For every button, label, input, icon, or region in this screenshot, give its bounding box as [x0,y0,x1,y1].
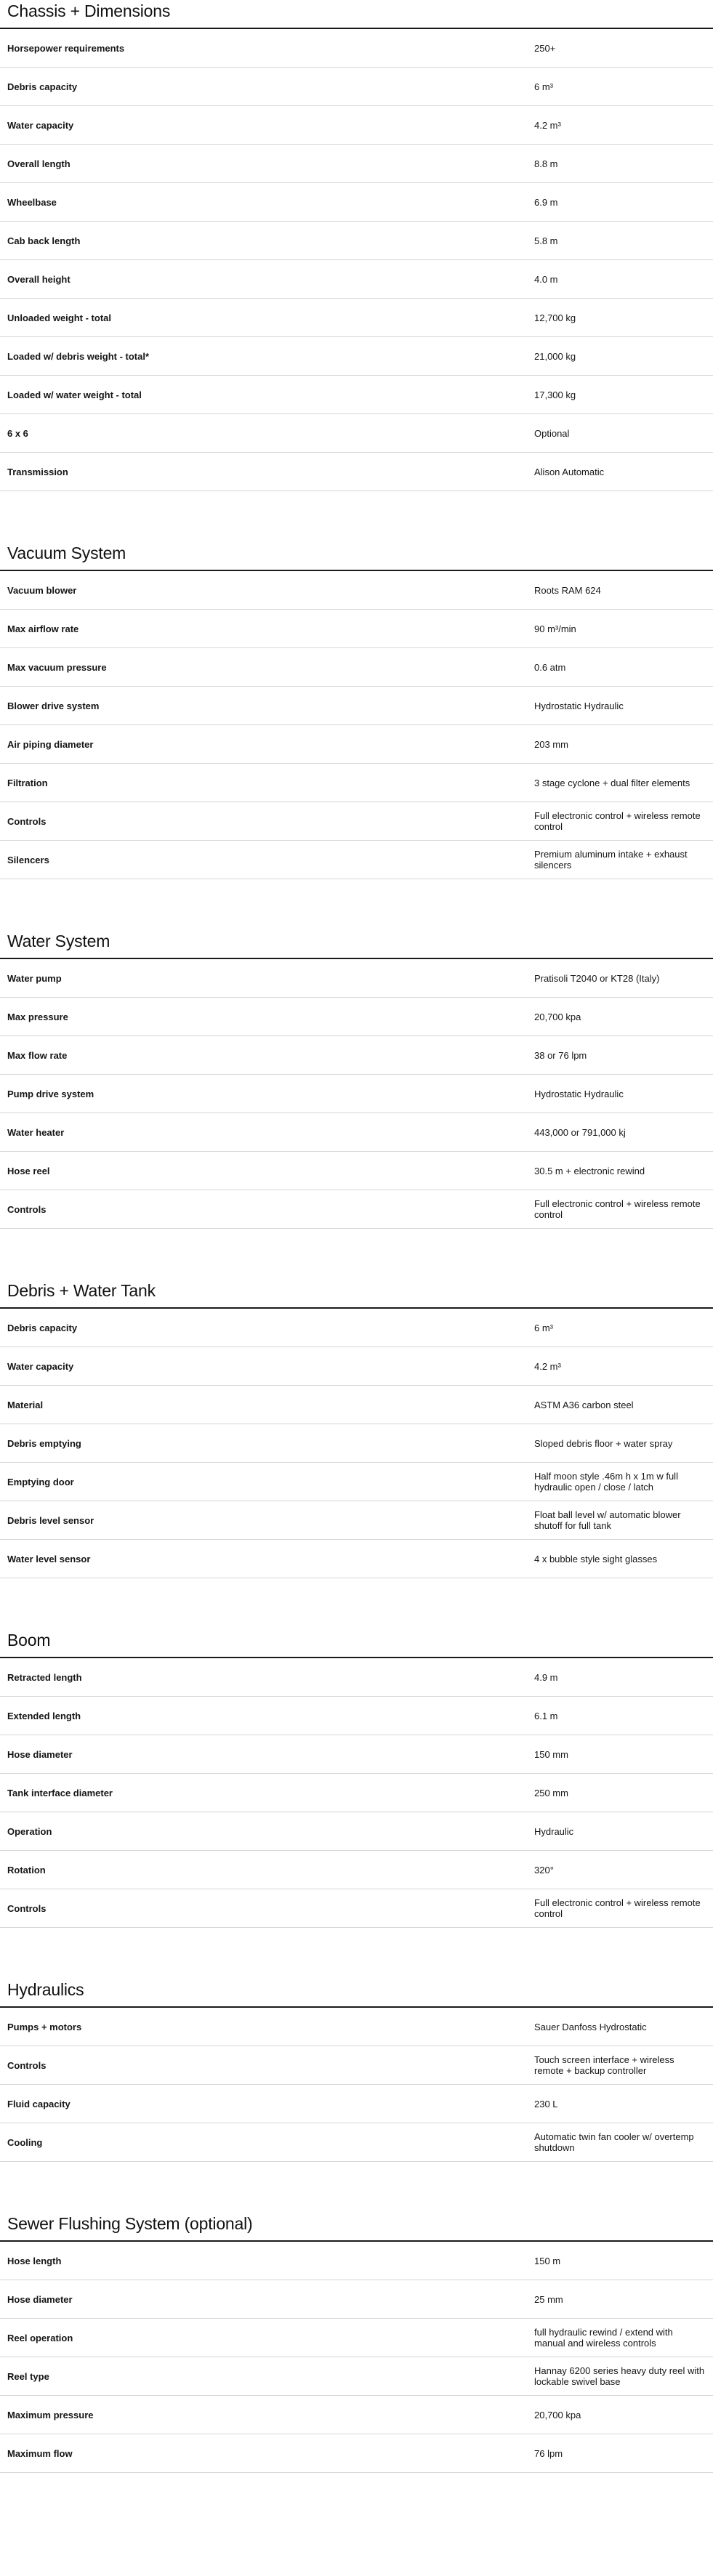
section-water [0,930,713,1229]
spec-label: Wheelbase [7,196,57,208]
spec-row [0,183,713,222]
spec-label: Maximum pressure [7,2409,94,2420]
spec-row [0,376,713,414]
spec-row [0,610,713,648]
spec-row [0,1658,713,1697]
spec-table [0,959,713,1229]
spec-value: 4 x bubble style sight glasses [534,1553,658,1564]
spec-label: Filtration [7,777,48,788]
spec-label: Max flow rate [7,1049,68,1061]
spec-row [0,1735,713,1774]
spec-value: 38 or 76 lpm [534,1049,587,1061]
spec-label: Debris capacity [7,81,78,92]
spec-row [0,1036,713,1075]
spec-value: Hydrostatic Hydraulic [534,1088,624,1099]
spec-row [0,2046,713,2085]
section-title: Chassis + Dimensions [7,1,171,20]
spec-label: Reel type [7,2370,49,2382]
spec-label: Retracted length [7,1671,82,1683]
spec-label: Water capacity [7,1360,74,1372]
spec-row [0,414,713,453]
spec-label: Reel operation [7,2332,73,2343]
spec-row [0,1774,713,1812]
spec-row [0,1501,713,1540]
spec-value: 20,700 kpa [534,2409,581,2420]
section-title: Boom [7,1631,51,1650]
spec-label: Water level sensor [7,1553,91,1564]
spec-label: Debris emptying [7,1437,81,1449]
spec-row [0,725,713,764]
spec-label: Max pressure [7,1011,68,1022]
spec-label: Water pump [7,972,62,984]
spec-label: Pump drive system [7,1088,94,1099]
spec-value: 5.8 m [534,235,558,246]
spec-value: 443,000 or 791,000 kj [534,1126,626,1138]
spec-label: Water capacity [7,119,74,131]
spec-row [0,1851,713,1889]
section-boom [0,1629,713,1928]
spec-row [0,2319,713,2357]
spec-label: Hose length [7,2255,62,2266]
spec-value: Half moon style .46m h x 1m w full hydraulic open / close / latch [534,1471,678,1493]
spec-value: 4.9 m [534,1671,558,1683]
spec-row [0,2434,713,2473]
spec-row [0,1309,713,1347]
spec-label: Operation [7,1825,52,1837]
spec-row [0,648,713,687]
spec-label: Controls [7,2059,47,2071]
spec-label: Silencers [7,854,49,865]
spec-row [0,68,713,106]
spec-value: Sloped debris floor + water spray [534,1437,673,1449]
spec-value: 230 L [534,2098,558,2109]
spec-value: 20,700 kpa [534,1011,581,1022]
spec-value: Touch screen interface + wireless remote + backup controller [534,2054,674,2076]
spec-table [0,571,713,879]
spec-row [0,1386,713,1424]
spec-row [0,2008,713,2046]
spec-label: Hose diameter [7,2293,73,2305]
spec-value: ASTM A36 carbon steel [534,1399,634,1410]
section-debris-water-tank [0,1280,713,1578]
spec-row [0,1113,713,1152]
spec-row [0,1075,713,1113]
spec-row [0,1347,713,1386]
spec-label: Max vacuum pressure [7,661,107,673]
spec-label: Cooling [7,2136,43,2148]
spec-value: 150 mm [534,1748,568,1760]
spec-row [0,1697,713,1735]
spec-value: full hydraulic rewind / extend with manual and wireless controls [534,2327,673,2349]
spec-value: Full electronic control + wireless remote control [534,1897,701,1919]
spec-label: Cab back length [7,235,81,246]
spec-label: Controls [7,1902,47,1914]
spec-row [0,841,713,879]
spec-row [0,571,713,610]
spec-row [0,2085,713,2123]
spec-row [0,687,713,725]
spec-row [0,1889,713,1928]
spec-value: 4.2 m³ [534,119,561,131]
spec-value: 30.5 m + electronic rewind [534,1165,645,1176]
spec-label: Blower drive system [7,700,100,711]
spec-label: Air piping diameter [7,738,94,750]
spec-row [0,2280,713,2319]
spec-value: 4.0 m [534,273,558,285]
spec-row [0,1190,713,1229]
spec-label: Debris level sensor [7,1514,94,1526]
spec-label: 6 x 6 [7,427,28,439]
spec-value: 250+ [534,42,556,54]
spec-row [0,2123,713,2162]
spec-value: 8.8 m [534,158,558,169]
spec-label: Hose diameter [7,1748,73,1760]
spec-table [0,1658,713,1928]
spec-table [0,29,713,491]
spec-value: Full electronic control + wireless remote control [534,1198,701,1220]
section-title: Hydraulics [7,1980,84,1999]
spec-row [0,1152,713,1190]
spec-value: Sauer Danfoss Hydrostatic [534,2021,647,2032]
section-chassis [0,0,713,491]
spec-value: 0.6 atm [534,661,566,673]
spec-value: Full electronic control + wireless remote control [534,810,701,832]
spec-row [0,1424,713,1463]
spec-value: Optional [534,427,570,439]
spec-value: Premium aluminum intake + exhaust silencers [534,849,688,871]
spec-value: 6 m³ [534,1322,553,1333]
spec-label: Overall height [7,273,71,285]
spec-row [0,802,713,841]
spec-value: Float ball level w/ automatic blower shutoff for full tank [534,1509,681,1531]
spec-label: Rotation [7,1864,46,1876]
spec-label: Material [7,1399,44,1410]
spec-table [0,2008,713,2162]
spec-row [0,998,713,1036]
spec-value: Hydrostatic Hydraulic [534,700,624,711]
spec-value: 250 mm [534,1787,568,1798]
spec-row [0,453,713,491]
section-hydraulics [0,1979,713,2162]
spec-row [0,2357,713,2396]
section-title: Water System [7,932,110,950]
spec-value: 25 mm [534,2293,563,2305]
spec-label: Controls [7,1203,47,1215]
spec-row [0,29,713,68]
spec-label: Emptying door [7,1476,74,1487]
spec-value: 150 m [534,2255,561,2266]
spec-row [0,2242,713,2280]
spec-label: Loaded w/ debris weight - total* [7,350,150,362]
spec-value: 90 m³/min [534,623,576,634]
spec-value: Automatic twin fan cooler w/ overtemp shutdown [534,2131,694,2153]
spec-value: 76 lpm [534,2447,563,2459]
spec-row [0,260,713,299]
spec-value: Hydraulic [534,1825,574,1837]
spec-label: Loaded w/ water weight - total [7,389,142,400]
section-vacuum [0,542,713,879]
spec-value: 320° [534,1864,554,1876]
spec-value: 4.2 m³ [534,1360,561,1372]
section-title: Sewer Flushing System (optional) [7,2214,253,2233]
spec-row [0,959,713,998]
spec-label: Transmission [7,466,68,477]
spec-table [0,1309,713,1578]
spec-value: 17,300 kg [534,389,576,400]
spec-value: 21,000 kg [534,350,576,362]
spec-value: 6.9 m [534,196,558,208]
spec-value: 203 mm [534,738,568,750]
spec-label: Maximum flow [7,2447,73,2459]
spec-row [0,337,713,376]
spec-label: Vacuum blower [7,584,77,596]
spec-label: Hose reel [7,1165,50,1176]
spec-value: Pratisoli T2040 or KT28 (Italy) [534,972,660,984]
spec-label: Max airflow rate [7,623,79,634]
section-title: Debris + Water Tank [7,1281,156,1300]
spec-row [0,1812,713,1851]
spec-value: 6.1 m [534,1710,558,1721]
spec-label: Tank interface diameter [7,1787,113,1798]
section-title: Vacuum System [7,544,126,562]
section-sewer-flushing [0,2213,713,2473]
spec-table [0,2242,713,2473]
spec-row [0,764,713,802]
spec-value: 3 stage cyclone + dual filter elements [534,777,690,788]
spec-row [0,222,713,260]
spec-row [0,1463,713,1501]
spec-value: Alison Automatic [534,466,605,477]
spec-label: Debris capacity [7,1322,78,1333]
spec-value: 6 m³ [534,81,553,92]
spec-row [0,106,713,145]
spec-label: Pumps + motors [7,2021,82,2032]
spec-label: Fluid capacity [7,2098,71,2109]
spec-label: Water heater [7,1126,65,1138]
spec-label: Unloaded weight - total [7,312,111,323]
spec-row [0,2396,713,2434]
spec-label: Extended length [7,1710,81,1721]
spec-value: Hannay 6200 series heavy duty reel with lockable swivel base [534,2365,705,2387]
spec-row [0,299,713,337]
spec-row [0,145,713,183]
spec-row [0,1540,713,1578]
spec-label: Horsepower requirements [7,42,125,54]
spec-label: Controls [7,815,47,827]
spec-value: 12,700 kg [534,312,576,323]
spec-label: Overall length [7,158,71,169]
spec-value: Roots RAM 624 [534,584,601,596]
